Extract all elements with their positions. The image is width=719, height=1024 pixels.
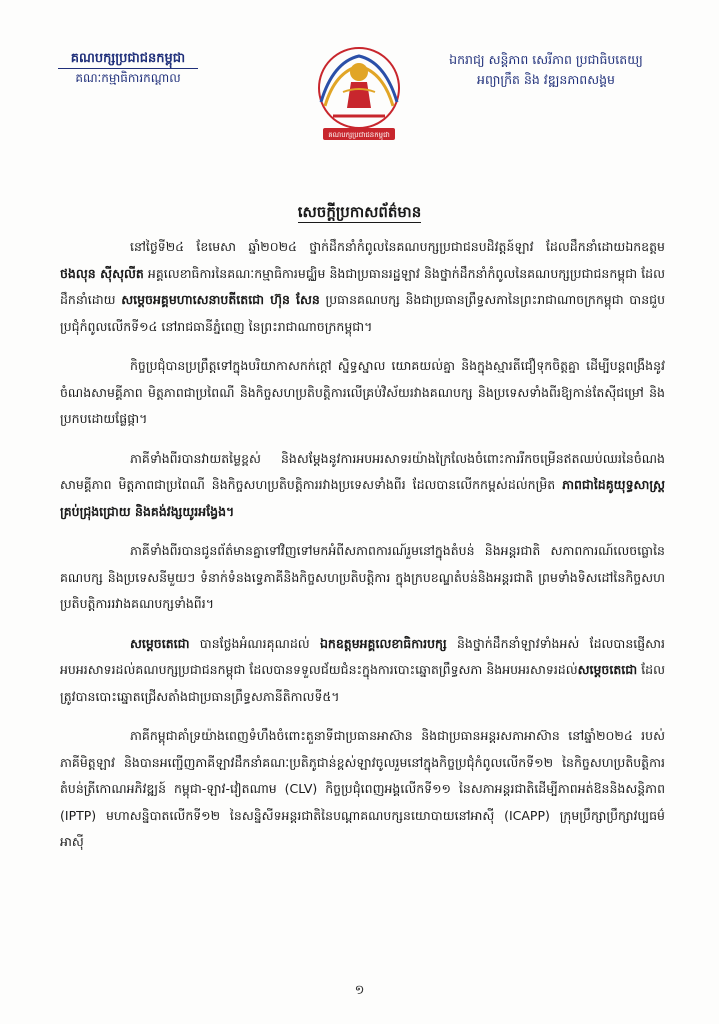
p3-text: ភាគីទាំងពីរបានវាយតម្លៃខ្ពស់ និងសម្តែងនូវការអបអរសាទរយ៉ាងក្រៃលែងចំពោះការរីកចម្រើនឥតឈប់ឈរនៃចំណងសាមគ្គីភាព មិត្តភាពជាប្រពៃណី និងកិច្ចសហប្រតិបត្តិការរវាងប្រទេសទាំងពីរ ដែលបានលើកកម្ពស់ដល់កម្រិត	[60, 450, 665, 492]
party-name: គណបក្សប្រជាជនកម្ពុជា	[70, 51, 186, 66]
committee-name: គណៈកម្មាធិការកណ្តាល	[75, 71, 181, 85]
document-title-text: សេចក្តីប្រកាសព័ត៌មាន	[297, 203, 422, 221]
logo-caption: គណបក្សប្រជាជនកម្ពុជា	[328, 131, 390, 139]
motto-line-2: អព្យាក្រឹត និង វឌ្ឍនភាពសង្គម	[477, 72, 615, 87]
document-title	[0, 203, 719, 225]
p1-text-2: អគ្គលេខាធិការនៃគណៈកម្មាធិការមជ្ឈិម និងជាប្រធានរដ្ឋឡាវ និងថ្នាក់ដឹកនាំកំពូលនៃគណបក្សប្រជាជនកម្ពុជា ដែលដឹកនាំដោយ	[60, 265, 665, 307]
kingdom-motto	[411, 50, 681, 90]
party-logo	[313, 42, 405, 146]
motto-line-1: ឯករាជ្យ សន្តិភាព សេរីភាព ប្រជាធិបតេយ្យ	[449, 52, 643, 67]
paragraph-1	[60, 234, 665, 340]
p5-text-2: និងថ្នាក់ដឹកនាំឡាវទាំងអស់ ដែលបានផ្ញើសារអបអរសាទរដល់គណបក្សប្រជាជនកម្ពុជា ដែលបានទទួលជ័យជំនះក្នុងការបោះឆ្នោតព្រឹទ្ធសភា និងអបអរសាទរដល់	[60, 635, 665, 677]
p3-bold-text: ភាពជាដៃគូយុទ្ធសាស្ត្រគ្រប់ជ្រុងជ្រោយ និងគង់វង្សយូរអង្វែង។	[60, 477, 665, 519]
p5-text-3: ដែលត្រូវបានបោះឆ្នោតជ្រើសតាំងជាប្រធានព្រឹទ្ធសភានីតិកាលទី៥។	[60, 662, 665, 704]
p1-bold-name: ថងលុន ស៊ីសុលីត	[60, 265, 144, 281]
p1-text-3: ប្រធានគណបក្ស និងជាប្រធានព្រឹទ្ធសភានៃព្រះរាជាណាចក្រកម្ពុជា បានជួបប្រជុំកំពូលលើកទី១៤ នៅរាជធានីភ្នំពេញ នៃព្រះរាជាណាចក្រកម្ពុជា។	[60, 292, 666, 334]
p5-bold-2: ឯកឧត្តមអគ្គលេខាធិការបក្ស	[319, 635, 447, 651]
p1-bold-name-2: សម្តេចអគ្គមហាសេនាបតីតេជោ ហ៊ុន សែន	[121, 292, 320, 307]
p5-bold-3: សម្តេចតេជោ	[577, 662, 638, 677]
paragraph-6: ភាគីកម្ពុជាគាំទ្រយ៉ាងពេញទំហឹងចំពោះតួនាទីជាប្រធានអាស៊ាន និងជាប្រធានអន្តរសភាអាស៊ាន នៅឆ្នាំ២០២៤ របស់ភាគីមិត្តឡាវ និងបានអញ្ជើញភាគីឡាវដឹកនាំគណៈប្រតិភូជាន់ខ្ពស់ឡាវចូលរួមនៅក្នុងកិច្ចប្រជុំកំពូលលើកទី១២ នៃកិច្ចសហប្រតិបត្តិការតំបន់ត្រីកោណអភិវឌ្ឍន៍ កម្ពុជា-ឡាវ-វៀតណាម (CLV) កិច្ចប្រជុំពេញអង្គលើកទី១១ នៃសភាអន្តរជាតិដើម្បីភាពអត់ឱននិងសន្តិភាព (IPTP) មហាសន្និបាតលើកទី១២ នៃសន្និសីទអន្តរជាតិនៃបណ្តាគណបក្សនយោបាយនៅអាស៊ី (ICAPP) ក្រុមប្រឹក្សាប្រឹក្សាវប្បធម៌អាស៊ី	[60, 728, 665, 849]
p5-bold-1: សម្តេចតេជោ	[130, 635, 190, 651]
paragraph-2: កិច្ចប្រជុំបានប្រព្រឹត្តទៅក្នុងបរិយាកាសកក់ក្តៅ ស្និទ្ធស្នាល យោគយល់គ្នា និងក្នុងស្មារតីជឿទុកចិត្តគ្នា ដើម្បីបន្តពង្រឹងនូវចំណងសាមគ្គីភាព មិត្តភាពជាប្រពៃណី និងកិច្ចសហប្រតិបត្តិការលើគ្រប់វិស័យរវាងគណបក្ស និងប្រទេសទាំងពីរឱ្យកាន់តែស៊ីជម្រៅ និងប្រកបដោយផ្លែផ្កា។	[60, 358, 665, 426]
party-logo-icon	[313, 42, 405, 146]
paragraph-4: ភាគីទាំងពីរបានជូនព័ត៌មានគ្នាទៅវិញទៅមកអំពីសភាពការណ៍រួមនៅក្នុងតំបន់ និងអន្តរជាតិ សភាពការណ៍លេចធ្លោនៃគណបក្ស និងប្រទេសនីមួយៗ ទំនាក់ទំនងទ្វេភាគីនិងកិច្ចសហប្រតិបត្តិការ ក្នុងក្របខណ្ឌតំបន់និងអន្តរជាតិ ព្រមទាំងទិសដៅនៃកិច្ចសហប្រតិបត្តិការរវាងគណបក្សទាំងពីរ។	[60, 543, 665, 611]
paragraph-3	[60, 446, 665, 526]
p1-text: នៅថ្ងៃទី២៤ ខែមេសា ឆ្នាំ២០២៤ ថ្នាក់ដឹកនាំកំពូលនៃគណបក្សប្រជាជនបដិវត្តន៍ឡាវ ដែលដឹកនាំដោយឯកឧត្តម	[130, 239, 665, 254]
party-header	[38, 50, 218, 87]
p5-text-1: បានថ្លែងអំណរគុណដល់	[189, 635, 320, 651]
paragraph-5	[60, 631, 665, 711]
page-number: ១	[354, 983, 365, 998]
document-body	[60, 234, 665, 869]
